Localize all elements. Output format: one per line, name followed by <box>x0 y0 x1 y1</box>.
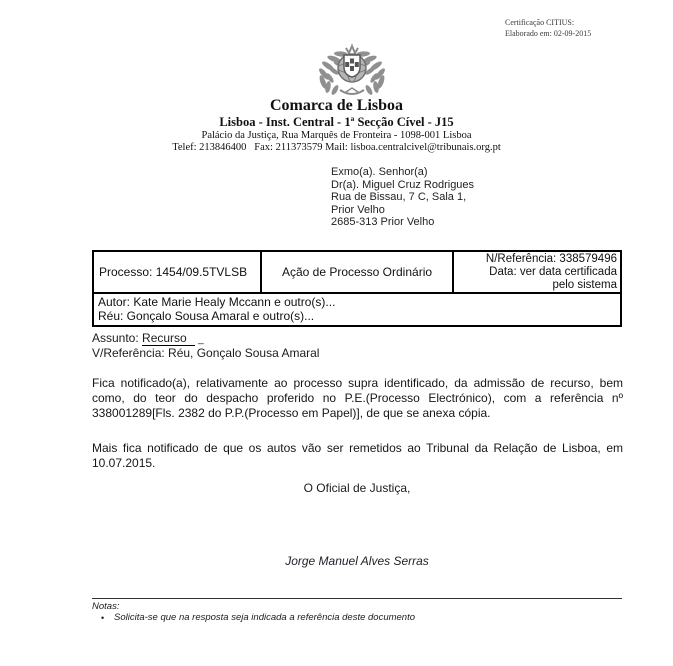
addressee-name: Dr(a). Miguel Cruz Rodrigues <box>331 178 475 191</box>
subject-trailing-mark: _ <box>198 334 204 345</box>
case-type-cell: Ação de Processo Ordinário <box>262 252 454 292</box>
certification-line1: Certificação CITIUS: <box>505 18 575 27</box>
subject-label: Assunto: <box>92 331 139 345</box>
reference-date-2: pelo sistema <box>552 279 617 291</box>
addressee-street: Rua de Bissau, 7 C, Sala 1, <box>331 191 467 203</box>
notification-paragraph-2: Mais fica notificado de que os autos vão ser remetidos ao Tribunal da Relação de Lisboa, em 10.07.2015. <box>92 441 623 470</box>
subject-line <box>92 332 319 347</box>
case-author: Autor: Kate Marie Healy Mccann e outro(s)... <box>98 295 336 309</box>
your-reference-line: V/Referência: Réu, Gonçalo Sousa Amaral <box>92 345 320 360</box>
notes-section <box>92 598 622 624</box>
court-header <box>0 96 673 154</box>
certification-line2: Elaborado em: 02-09-2015 <box>505 29 592 38</box>
case-number-cell: Processo: 1454/09.5TVLSB <box>94 252 262 292</box>
notes-item-text: Solicita-se que na resposta seja indicada a referência deste documento <box>114 612 416 623</box>
notes-title: Notas: <box>92 601 120 612</box>
bullet-icon: • <box>101 613 105 623</box>
reference-number: N/Referência: 338579496 <box>485 253 617 265</box>
court-address: Palácio da Justiça, Rua Marquês de Fronteira - 1098-001 Lisboa <box>201 130 472 141</box>
reference-date-1: Data: ver data certificada <box>489 266 617 278</box>
subject-block <box>92 332 319 360</box>
case-table <box>92 250 622 327</box>
coat-of-arms-icon <box>310 40 394 100</box>
subject-value: Recurso <box>142 331 195 346</box>
notes-item <box>92 612 622 624</box>
case-defendant: Réu: Gonçalo Sousa Amaral e outro(s)... <box>98 309 315 323</box>
case-reference-cell <box>454 252 620 292</box>
officer-title: O Oficial de Justiça, <box>303 481 411 495</box>
notification-paragraph-1: Fica notificado(a), relativamente ao processo supra identificado, da admissão de recurso, bem como, do teor do despacho proferido no P.E.(Processo Electrónico), com a referência nº 338001289[Fls. 2382 do P.P.(Processo em Papel)], de que se anexa cópia. <box>92 376 623 420</box>
court-contacts: Telef: 213846400 Fax: 211373579 Mail: lisboa.centralcivel@tribunais.org.pt <box>172 142 501 153</box>
certification-block <box>505 17 591 39</box>
case-table-row-2 <box>94 294 620 325</box>
addressee-postal: 2685-313 Prior Velho <box>331 216 435 228</box>
addressee-block <box>331 166 474 229</box>
court-name: Comarca de Lisboa <box>269 97 404 114</box>
court-section: Lisboa - Inst. Central - 1ª Secção Cível - J15 <box>219 115 454 129</box>
addressee-locality: Prior Velho <box>331 203 385 216</box>
officer-signature: Jorge Manuel Alves Serras <box>285 554 429 568</box>
case-table-row-1 <box>94 252 620 294</box>
addressee-salutation: Exmo(a). Senhor(a) <box>331 166 428 178</box>
